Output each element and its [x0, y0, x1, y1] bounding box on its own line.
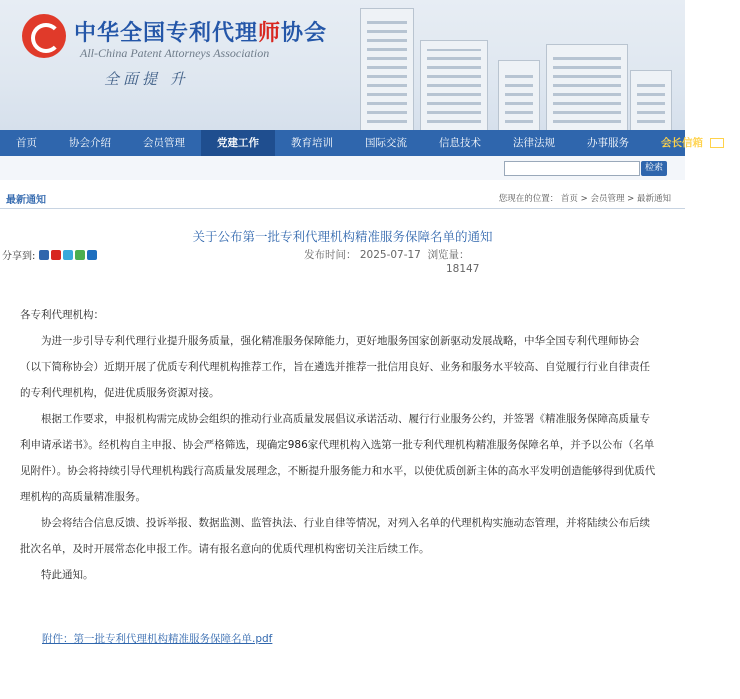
article-title: 关于公布第一批专利代理机构精准服务保障名单的通知 — [192, 229, 493, 244]
association-logo-icon[interactable] — [22, 14, 66, 58]
slogan: 全面提 升 — [104, 70, 189, 88]
breadcrumb[interactable]: 您现在的位置： 首页 > 会员管理 > 最新通知 — [498, 194, 671, 204]
share-bar — [2, 247, 97, 262]
mail-icon — [710, 138, 724, 148]
share-renren-icon[interactable] — [87, 250, 97, 260]
main-nav — [0, 130, 703, 156]
share-weibo-icon[interactable] — [51, 250, 61, 260]
paragraph: 为进一步引导专利代理行业提升服务质量，强化精准服务保障能力，更好地服务国家创新驱动发展战略，中华全国专利代理师协会（以下简称协会）近期开展了优质专利代理机构推荐工作，旨在遴选并推荐一批信用良好、业务和服务水平较高、自觉履行行业自律责任的专利代理机构，促进优质服务资源对接。 — [20, 335, 650, 399]
search-bar — [0, 156, 685, 180]
nav-it[interactable]: 信息技术 — [439, 137, 481, 149]
nav-president-mailbox[interactable]: 会长信箱 — [645, 130, 740, 156]
site-title-english: All-China Patent Attorneys Association — [80, 46, 270, 60]
attachment-link[interactable]: 附件：第一批专利代理机构精准服务保障名单.pdf — [42, 633, 273, 645]
greeting: 各专利代理机构： — [20, 309, 104, 321]
section-title: 最新通知 — [6, 195, 46, 206]
paragraph: 根据工作要求，申报机构需完成协会组织的推动行业高质量发展倡议承诺活动、履行行业服务公约，并签署《精准服务保障高质量专利申请承诺书》。经机构自主申报、协会严格筛选，现确定986家代理机构入选第一批专利代理机构精准服务保障名单，并予以公布（名单见附件）。协会将持续引导代理机构践行高质量发展理念，不断提升服务能力和水平，以使优质创新主体的高水平发明创造能够得到优质代理机构的高质量精准服务。 — [20, 413, 656, 503]
share-plus-icon[interactable] — [39, 250, 49, 260]
building-icon — [360, 8, 414, 132]
nav-law[interactable]: 法律法规 — [513, 137, 555, 149]
breadcrumb-bar — [0, 186, 685, 209]
publish-date: 2025-07-17 — [359, 249, 421, 261]
paragraph: 协会将结合信息反馈、投诉举报、数据监测、监管执法、行业自律等情况，对列入名单的代理机构实施动态管理，并将陆续公布后续批次名单，及时开展常态化申报工作。请有报名意向的优质代理机构密切关注后续工作。 — [20, 517, 650, 555]
building-icon — [420, 40, 488, 132]
nav-about[interactable]: 协会介绍 — [69, 137, 111, 149]
search-input[interactable] — [504, 161, 640, 176]
article-meta — [304, 249, 470, 262]
nav-party[interactable]: 党建工作 — [201, 130, 275, 156]
building-icon — [498, 60, 540, 132]
paragraph: 特此通知。 — [41, 569, 94, 581]
search-button[interactable]: 检索 — [641, 161, 667, 176]
site-header — [0, 0, 685, 130]
share-label: 分享到: — [2, 251, 36, 262]
nav-home[interactable]: 首页 — [16, 137, 37, 149]
share-qzone-icon[interactable] — [63, 250, 73, 260]
nav-training[interactable]: 教育培训 — [291, 137, 333, 149]
publish-label: 发布时间： — [304, 249, 357, 261]
nav-service[interactable]: 办事服务 — [587, 137, 629, 149]
nav-international[interactable]: 国际交流 — [365, 137, 407, 149]
article-body — [20, 302, 660, 588]
nav-members[interactable]: 会员管理 — [143, 137, 185, 149]
views-label: 浏览量： — [427, 249, 470, 261]
building-icon — [630, 70, 672, 132]
site-title[interactable]: 中华全国专利代理师协会 — [74, 20, 328, 46]
views-count: 18147 — [446, 263, 480, 275]
share-wechat-icon[interactable] — [75, 250, 85, 260]
building-icon — [546, 44, 628, 132]
